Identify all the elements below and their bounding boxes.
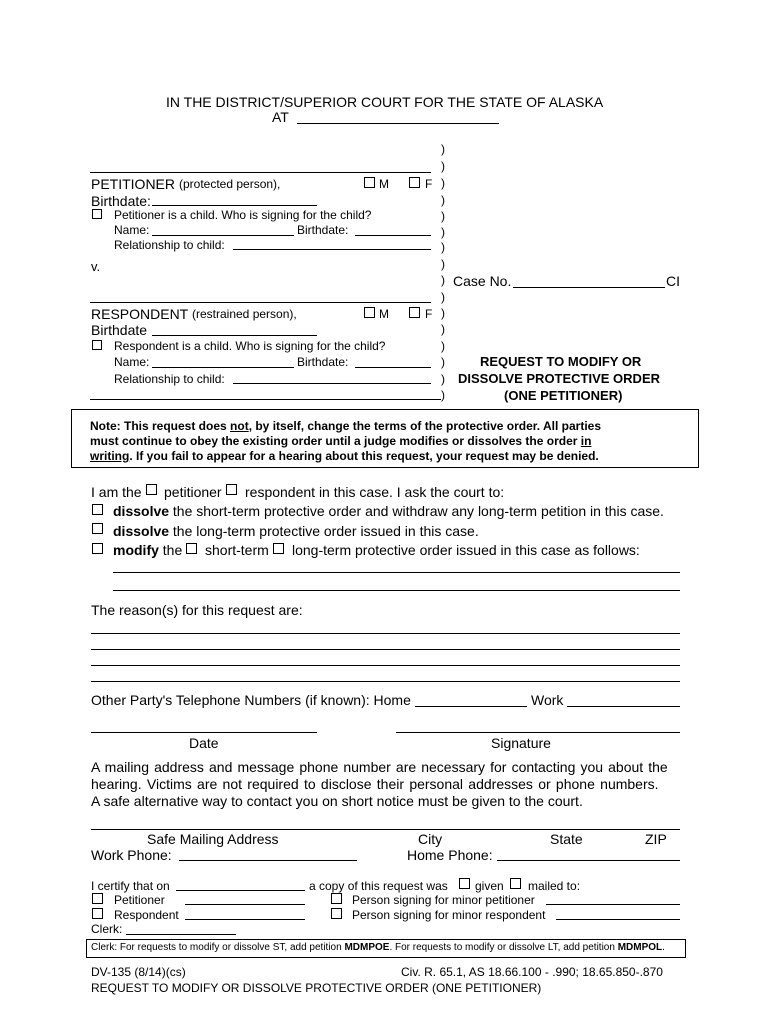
petitioner-female-checkbox[interactable]: [409, 177, 420, 188]
petitioner-signer-birthdate-field[interactable]: [355, 235, 431, 236]
petitioner-child-question: Petitioner is a child. Who is signing for the child?: [114, 208, 372, 222]
cert-petitioner-checkbox[interactable]: [92, 893, 103, 904]
case-number-field[interactable]: [513, 287, 665, 288]
respondent-birthdate-label: Birthdate: [91, 322, 148, 338]
i-am-the-label: I am the: [91, 484, 142, 500]
versus-label: v.: [91, 259, 101, 274]
respondent-relationship-label: Relationship to child:: [114, 372, 225, 386]
petitioner-male-label: M: [379, 177, 389, 191]
mailing-note-line-2: hearing. Victims are not required to disclose their personal addresses or phone numbers.: [91, 776, 659, 792]
mailing-note-line-1: A mailing address and message phone number are necessary for contacting you about the: [91, 759, 668, 775]
petitioner-name-field[interactable]: [90, 172, 431, 173]
cert-clerk-label: Clerk:: [91, 922, 123, 936]
petitioner-signer-name-field[interactable]: [152, 235, 294, 236]
other-party-phones-label: Other Party's Telephone Numbers (if known): Home: [91, 692, 411, 708]
respondent-signer-name-label: Name:: [114, 355, 150, 369]
cert-minor-respondent-field[interactable]: [556, 919, 680, 920]
respondent-child-question: Respondent is a child. Who is signing for the child?: [114, 339, 386, 353]
reasons-line-4[interactable]: [91, 681, 680, 682]
form-title-line2: DISSOLVE PROTECTIVE ORDER: [458, 371, 661, 386]
modify-long-term-label: long-term protective order issued in this case as follows:: [292, 542, 640, 558]
petitioner-sublabel: (protected person),: [179, 177, 281, 191]
role-petitioner-checkbox[interactable]: [146, 484, 157, 495]
respondent-signer-birthdate-field[interactable]: [355, 367, 431, 368]
cert-minor-petitioner-checkbox[interactable]: [331, 893, 342, 904]
modify-long-term-checkbox[interactable]: [273, 543, 284, 554]
petitioner-birthdate-field[interactable]: [152, 205, 317, 206]
petitioner-signer-name-label: Name:: [114, 223, 150, 237]
home-phone-field[interactable]: [415, 706, 527, 707]
date-label: Date: [189, 735, 219, 751]
zip-label: ZIP: [645, 831, 667, 847]
petitioner-relationship-label: Relationship to child:: [114, 238, 225, 252]
work-phone-contact-field[interactable]: [179, 860, 357, 861]
reasons-label: The reason(s) for this request are:: [91, 602, 303, 618]
role-respondent-checkbox[interactable]: [226, 484, 237, 495]
cert-minor-petitioner-label: Person signing for minor petitioner: [352, 893, 535, 907]
cert-petitioner-field[interactable]: [185, 904, 305, 905]
modify-details-line-2[interactable]: [113, 590, 680, 591]
caption-bottom-rule: [90, 399, 441, 400]
respondent-relationship-field[interactable]: [233, 383, 431, 384]
note-line-2: must continue to obey the existing order until a judge modifies or dissolves the order in: [90, 434, 592, 448]
location-field[interactable]: [297, 123, 499, 124]
respondent-female-label: F: [425, 307, 433, 321]
form-title-line1: REQUEST TO MODIFY OR: [480, 354, 642, 369]
certify-date-field[interactable]: [176, 890, 305, 891]
given-label: given: [475, 879, 504, 893]
cert-minor-respondent-checkbox[interactable]: [331, 908, 342, 919]
petitioner-female-label: F: [425, 177, 433, 191]
respondent-signer-name-field[interactable]: [152, 367, 294, 368]
respondent-sublabel: (restrained person),: [192, 307, 297, 321]
home-phone-contact-field[interactable]: [497, 860, 680, 861]
work-phone-field[interactable]: [567, 706, 680, 707]
respondent-signer-birthdate-label: Birthdate:: [297, 355, 349, 369]
respondent-male-checkbox[interactable]: [364, 307, 375, 318]
home-phone-contact-label: Home Phone:: [407, 847, 493, 863]
modify-short-term-checkbox[interactable]: [186, 543, 197, 554]
cert-petitioner-label: Petitioner: [114, 893, 165, 907]
petitioner-birthdate-label: Birthdate:: [91, 193, 151, 209]
footer-title: REQUEST TO MODIFY OR DISSOLVE PROTECTIVE ORDER (ONE PETITIONER): [91, 981, 542, 995]
petitioner-child-checkbox[interactable]: [92, 209, 102, 219]
work-phone-label: Work: [531, 692, 564, 708]
dissolve-short-term-checkbox[interactable]: [92, 504, 103, 515]
court-heading: IN THE DISTRICT/SUPERIOR COURT FOR THE STATE OF ALASKA: [166, 94, 604, 110]
safe-address-field[interactable]: [91, 829, 680, 830]
footer-rules: Civ. R. 65.1, AS 18.66.100 - .990; 18.65.850-.870: [401, 965, 663, 979]
respondent-birthdate-field[interactable]: [152, 335, 317, 336]
note-line-1: Note: This request does not, by itself, change the terms of the protective order. All parties: [90, 419, 601, 433]
form-title-line3: (ONE PETITIONER): [504, 388, 623, 403]
copy-sent-label: a copy of this request was: [309, 879, 448, 893]
cert-respondent-checkbox[interactable]: [92, 908, 103, 919]
respondent-name-field[interactable]: [90, 302, 431, 303]
mailed-label: mailed to:: [528, 879, 581, 893]
case-number-label: Case No.: [453, 273, 512, 289]
date-field[interactable]: [91, 732, 317, 733]
dissolve-long-term-checkbox[interactable]: [92, 523, 103, 534]
dissolve-long-term-option: dissolve the long-term protective order issued in this case.: [113, 523, 479, 539]
signature-label: Signature: [491, 735, 551, 751]
cert-clerk-field[interactable]: [126, 934, 236, 935]
petitioner-signer-birthdate-label: Birthdate:: [297, 223, 349, 237]
note-line-3: writing. If you fail to appear for a hearing about this request, your request may be denied.: [90, 449, 599, 463]
clerk-instruction-text: Clerk: For requests to modify or dissolve ST, add petition MDMPOE. For requests to modify or dissolve LT, add petition MDMPOL.: [91, 942, 665, 953]
respondent-label: RESPONDENT: [91, 306, 189, 322]
role-respondent-label: respondent in this case. I ask the court to:: [245, 484, 505, 500]
state-label: State: [550, 831, 583, 847]
footer-form-id: DV-135 (8/14)(cs): [91, 965, 186, 979]
mailed-checkbox[interactable]: [510, 878, 521, 889]
mailing-note-line-3: A safe alternative way to contact you on short notice must be given to the court.: [91, 793, 583, 809]
modify-short-term-label: short-term: [205, 542, 269, 558]
modify-details-line-1[interactable]: [113, 572, 680, 573]
modify-option: modify the: [113, 542, 183, 558]
cert-minor-petitioner-field[interactable]: [546, 904, 680, 905]
reasons-line-3[interactable]: [91, 665, 680, 666]
respondent-female-checkbox[interactable]: [409, 307, 420, 318]
role-petitioner-label: petitioner: [164, 484, 222, 500]
signature-field[interactable]: [396, 732, 680, 733]
work-phone-contact-label: Work Phone:: [91, 847, 172, 863]
petitioner-male-checkbox[interactable]: [364, 177, 375, 188]
city-label: City: [418, 831, 443, 847]
respondent-male-label: M: [379, 307, 389, 321]
cert-respondent-label: Respondent: [114, 908, 179, 922]
reasons-line-1[interactable]: [91, 633, 680, 634]
cert-respondent-field[interactable]: [185, 919, 305, 920]
petitioner-relationship-field[interactable]: [233, 249, 431, 250]
safe-mailing-address-label: Safe Mailing Address: [147, 831, 279, 847]
reasons-line-2[interactable]: [91, 649, 680, 650]
modify-checkbox[interactable]: [92, 543, 103, 554]
given-checkbox[interactable]: [459, 878, 470, 889]
case-number-suffix: CI: [666, 273, 680, 289]
at-label: AT: [272, 109, 289, 125]
dissolve-short-term-option: dissolve the short-term protective order and withdraw any long-term petition in this case.: [113, 503, 664, 519]
certify-label: I certify that on: [91, 879, 170, 893]
respondent-child-checkbox[interactable]: [92, 340, 102, 350]
petitioner-label: PETITIONER: [91, 176, 176, 192]
cert-minor-respondent-label: Person signing for minor respondent: [352, 908, 546, 922]
